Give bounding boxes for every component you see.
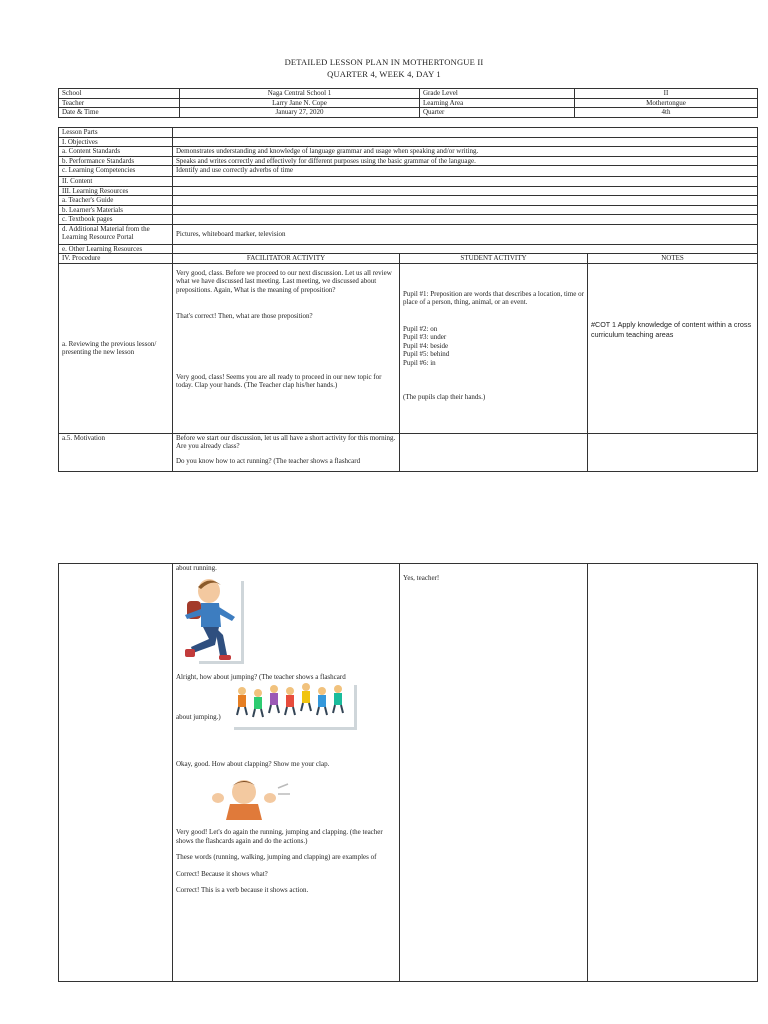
review-stu-text: Pupil #1: Preposition are words that describes a location, time or place of a person, thing, animal, or an event.	[403, 289, 584, 306]
info-row	[59, 98, 758, 108]
info-row	[59, 108, 758, 118]
p2-fac-text: Correct! Because it shows what?	[176, 869, 268, 878]
competencies-label: c. Learning Competencies	[59, 166, 173, 177]
facilitator-header: FACILITATOR ACTIVITY	[173, 254, 400, 264]
p2-fac-text: Very good! Let's do again the running, jumping and clapping. (the teacher shows the flashcards again and do the actions.)	[176, 828, 383, 845]
review-stu-text: Pupil #4: beside	[403, 341, 449, 350]
date-label: Date & Time	[59, 108, 180, 118]
school-value: Naga Central School 1	[180, 89, 420, 99]
clapping-child-picture	[208, 774, 294, 820]
additional-material-value: Pictures, whiteboard marker, television	[173, 224, 758, 244]
running-boy-picture	[179, 575, 257, 669]
motivation-facilitator	[173, 433, 400, 471]
content-standards-label: a. Content Standards	[59, 147, 173, 157]
p2-fac-text: Correct! This is a verb because it shows action.	[176, 886, 309, 894]
review-facilitator	[173, 263, 400, 433]
additional-material-label: d. Additional Material from the Learning Resource Portal	[59, 224, 173, 244]
document-title: DETAILED LESSON PLAN IN MOTHERTONGUE II	[284, 57, 484, 67]
p2-fac-text: about jumping.)	[176, 713, 221, 721]
lesson-parts-label: Lesson Parts	[59, 128, 173, 138]
content-label: II. Content	[59, 177, 173, 187]
p2-fac-text: These words (running, walking, jumping and clapping) are examples of	[176, 853, 377, 861]
teachers-guide-label: a. Teacher's Guide	[59, 196, 173, 206]
review-notes-text: #COT 1 Apply knowledge of content within a cross curriculum teaching areas	[591, 319, 752, 339]
review-stu-text: Pupil #5: behind	[403, 350, 450, 358]
info-table	[58, 88, 758, 118]
motivation-label: a.5. Motivation	[59, 433, 173, 471]
review-stu-text: Pupil #3: under	[403, 333, 447, 341]
resources-label: III. Learning Resources	[59, 186, 173, 196]
p2-fac-text: Okay, good. How about clapping? Show me your clap.	[176, 759, 330, 768]
review-fac-text: That's correct! Then, what are those preposition?	[176, 312, 313, 320]
review-student	[400, 263, 588, 433]
review-stu-text: Pupil #2: on	[403, 324, 438, 333]
grade-value: II	[575, 89, 758, 99]
review-label: a. Reviewing the previous lesson/ presenting the new lesson	[59, 263, 173, 433]
p2-fac-text: Alright, how about jumping? (The teacher shows a flashcard	[176, 672, 346, 681]
lesson-table	[58, 127, 758, 472]
school-label: School	[59, 89, 180, 99]
jumping-children-picture	[234, 681, 364, 731]
notes-header: NOTES	[588, 254, 758, 264]
continuation-table	[58, 563, 758, 982]
area-value: Mothertongue	[575, 98, 758, 108]
student-header: STUDENT ACTIVITY	[400, 254, 588, 264]
objectives-label: I. Objectives	[59, 137, 173, 147]
date-value: January 27, 2020	[180, 108, 420, 118]
review-notes	[588, 263, 758, 433]
p2-fac-text: about running.	[176, 564, 217, 572]
p2-stu-text: Yes, teacher!	[403, 574, 440, 582]
review-fac-text: Very good, class. Before we proceed to our next discussion. Let us all review what we have discussed last meeting. Last meeting, we discussed about prepositions. Again, What is the meaning of preposition?	[176, 268, 392, 294]
review-row	[59, 263, 758, 433]
motivation-fac-text: Do you know how to act running? (The teacher shows a flashcard	[176, 456, 361, 465]
content-standards-value: Demonstrates understanding and knowledge of language grammar and usage when speaking and/or writing.	[173, 147, 758, 157]
grade-label: Grade Level	[420, 89, 575, 99]
review-stu-text: Pupil #6: in	[403, 358, 436, 367]
other-resources-label: e. Other Learning Resources	[59, 244, 173, 254]
motivation-row	[59, 433, 758, 471]
review-fac-text: Very good, class! Seems you are all ready to proceed in our new topic for today. Clap your hands. (The Teacher clap his/her hands.)	[176, 372, 382, 389]
procedure-label: IV. Procedure	[59, 254, 173, 264]
document-subtitle: QUARTER 4, WEEK 4, DAY 1	[327, 69, 441, 79]
area-label: Learning Area	[420, 98, 575, 108]
info-row	[59, 89, 758, 99]
review-stu-text: (The pupils clap their hands.)	[403, 393, 486, 401]
continuation-facilitator	[173, 564, 400, 982]
learners-materials-label: b. Learner's Materials	[59, 205, 173, 215]
quarter-value: 4th	[575, 108, 758, 118]
continuation-student	[400, 564, 588, 982]
performance-standards-label: b. Performance Standards	[59, 156, 173, 166]
textbook-pages-label: c. Textbook pages	[59, 215, 173, 225]
competencies-value: Identify and use correctly adverbs of time	[173, 166, 758, 177]
performance-standards-value: Speaks and writes correctly and effectively for different purposes using the basic grammar of the language.	[173, 156, 758, 166]
teacher-value: Larry Jane N. Cope	[180, 98, 420, 108]
motivation-fac-text: Before we start our discussion, let us all have a short activity for this morning. Are you already class?	[176, 433, 396, 450]
quarter-label: Quarter	[420, 108, 575, 118]
teacher-label: Teacher	[59, 98, 180, 108]
